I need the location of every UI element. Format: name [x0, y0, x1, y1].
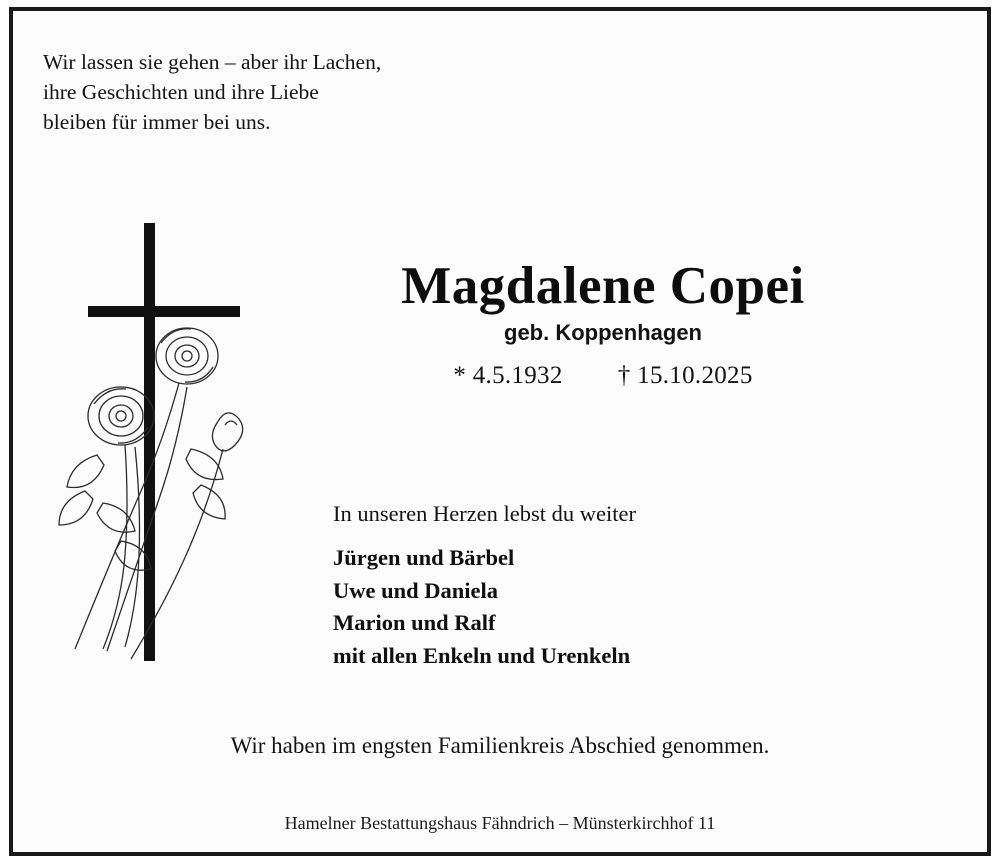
obituary-content: [13, 11, 987, 852]
verse-line-2: ihre Geschichten und ihre Liebe: [43, 80, 319, 104]
obituary-frame: [9, 7, 991, 856]
deceased-name: Magdalene Copei: [401, 257, 805, 315]
mourners-names: [333, 542, 893, 672]
mourner-line: Jürgen und Bärbel: [333, 545, 515, 570]
birth-symbol: *: [453, 362, 467, 389]
mourner-line: Marion und Ralf: [333, 610, 496, 635]
verse-line-1: Wir lassen sie gehen – aber ihr Lachen,: [43, 50, 382, 74]
mourner-line: mit allen Enkeln und Urenkeln: [333, 642, 631, 668]
funeral-home-footer: Hamelner Bestattungshaus Fähndrich – Münsterkirchhof 11: [284, 813, 716, 833]
verse-line-3: bleiben für immer bei uns.: [43, 110, 271, 134]
mourners-lead-text: In unseren Herzen lebst du weiter: [333, 501, 637, 526]
death-date: 15.10.2025: [637, 362, 753, 389]
life-dates: [253, 362, 953, 390]
deceased-name-block: [253, 256, 953, 390]
farewell-note: Wir haben im engsten Familienkreis Abschied genommen.: [230, 733, 770, 758]
death-symbol: †: [617, 362, 631, 389]
birth-date: 4.5.1932: [472, 362, 563, 389]
mourners-block: [333, 498, 893, 672]
memorial-verse: [43, 47, 643, 137]
maiden-name: geb. Koppenhagen: [504, 320, 702, 345]
mourner-line: Uwe und Daniela: [333, 577, 499, 603]
